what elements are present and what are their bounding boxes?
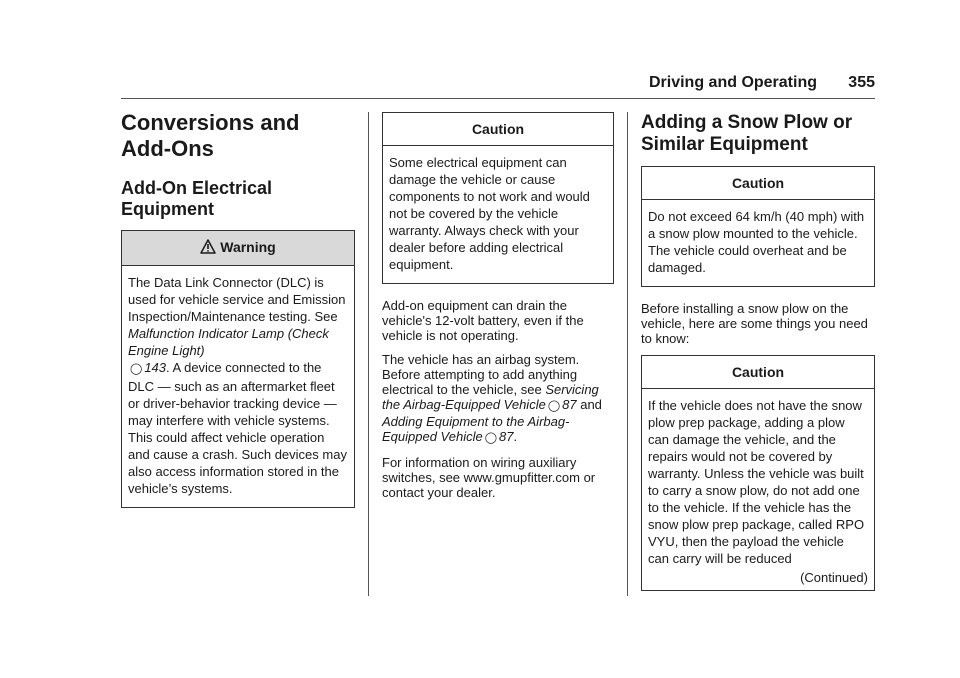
- caution-header: Caution: [383, 113, 613, 146]
- column-divider-right: [627, 112, 628, 596]
- caution-box-prep-package: [641, 355, 875, 591]
- link-adding-equipment[interactable]: Adding Equipment to the Airbag-Equipped Vehicle: [382, 414, 570, 444]
- section-title: Conversions and Add-Ons: [121, 110, 300, 161]
- page-number: 355: [848, 74, 875, 91]
- page-ref[interactable]: 143: [144, 360, 167, 375]
- caution-header: Caution: [642, 356, 874, 389]
- caution-text: Do not exceed 64 km/h (40 mph) with a snow plow mounted to the vehicle. The vehicle could overheat and be damaged.: [648, 209, 865, 275]
- warning-triangle-icon: [200, 239, 216, 257]
- caution-text: If the vehicle does not have the snow plow prep package, adding a plow can damage the vehicle, and the repairs would not be covered by warranty. Unless the vehicle was built to carry a snow plow, do not add one to the vehicle. If the vehicle has the snow plow prep package, called RPO VYU, then the payload the vehicle can carry will be reduced (Continued): [648, 398, 868, 585]
- column-divider-left: [368, 112, 369, 596]
- page-reference-icon: ◯: [484, 432, 498, 444]
- page-reference-icon: ◯: [130, 363, 143, 375]
- caution-box-electrical: [382, 112, 614, 284]
- column-2: [382, 108, 614, 509]
- caution-header: Caution: [642, 167, 874, 200]
- warning-box: [121, 230, 355, 508]
- link-servicing-airbag[interactable]: Servicing the Airbag-Equipped Vehicle: [382, 382, 599, 412]
- page-reference-icon: ◯: [547, 400, 561, 412]
- paragraph-before-install: Before installing a snow plow on the vehicle, here are some things you need to know:: [641, 301, 868, 346]
- link-malfunction-indicator-lamp[interactable]: Malfunction Indicator Lamp (Check Engine Light): [128, 326, 329, 358]
- column-1: [121, 108, 355, 522]
- paragraph-airbag: The vehicle has an airbag system. Before attempting to add anything electrical to the vehicle, see Servicing the Airbag-Equipped Vehicle ◯ 87 and Adding Equipment to the Airbag-Equipped Vehicle ◯ 87.: [382, 352, 602, 444]
- warning-label: Warning: [220, 239, 276, 255]
- column-3: [641, 108, 875, 605]
- warning-text: The Data Link Connector (DLC) is used for vehicle service and Emission Inspection/Maintenance testing. See Malfunction Indicator Lamp (Check Engine Light) ◯ 143. A device connected to the DLC — such as an aftermarket fleet or driver-behavior tracking device — may interfere with vehicle systems. This could affect vehicle operation and cause a crash. Such devices may also access information stored in the vehicle’s systems.: [128, 275, 347, 496]
- section-title-snow-plow: Adding a Snow Plow or Similar Equipment: [641, 112, 853, 155]
- warning-header: [122, 231, 354, 266]
- caution-box-speed: [641, 166, 875, 287]
- continued-label: (Continued): [800, 570, 868, 585]
- page-ref[interactable]: 87: [499, 429, 514, 444]
- paragraph-battery: Add-on equipment can drain the vehicle's 12-volt battery, even if the vehicle is not operating.: [382, 298, 584, 343]
- page-ref[interactable]: 87: [562, 397, 577, 412]
- page-header: [121, 72, 875, 99]
- caution-text: Some electrical equipment can damage the vehicle or cause components to not work and would not be covered by the vehicle warranty. Always check with your dealer before adding electrical equipment.: [389, 155, 590, 272]
- subsection-title: Add-On Electrical Equipment: [121, 178, 273, 219]
- chapter-title: Driving and Operating: [648, 74, 817, 91]
- paragraph-wiring: For information on wiring auxiliary switches, see www.gmupfitter.com or contact your dealer.: [382, 455, 596, 500]
